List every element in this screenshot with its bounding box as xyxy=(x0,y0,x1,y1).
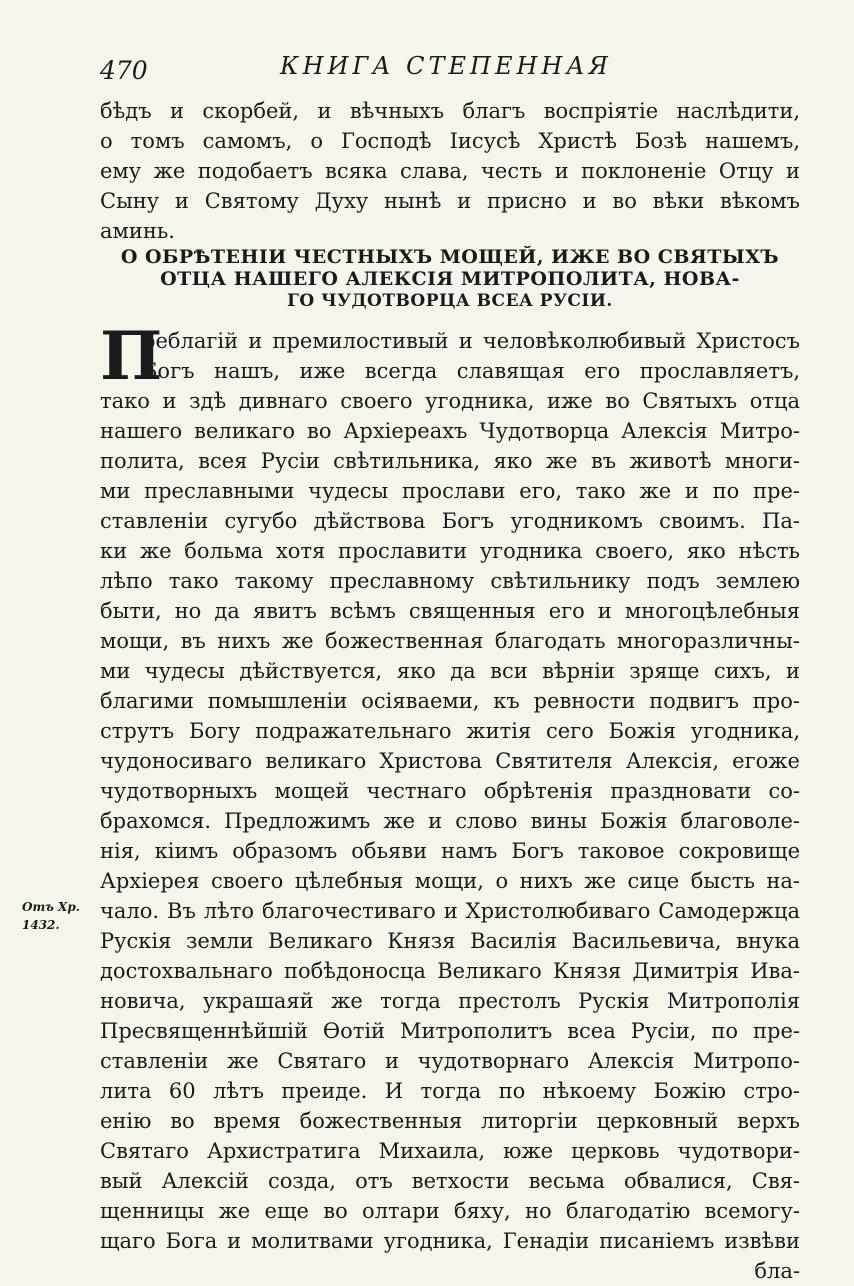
text-line: щенницы же еще во олтари бяху, но благодатію всемогу- xyxy=(100,1199,800,1223)
text-line: ставленіи сугубо дѣйствова Богъ угодникомъ своимъ. Па- xyxy=(100,509,800,533)
text-line: лита 60 лѣтъ преиде. И тогда по нѣкоему Божію стро- xyxy=(100,1079,800,1103)
text-line: нашего великаго во Архіереахъ Чудотворца Алексія Митро- xyxy=(100,419,800,443)
chapter-title-line: ГО ЧУДОТВОРЦА ВСЕА РУСІИ. xyxy=(287,291,613,311)
text-line: ми преславными чудесы прослави его, тако же и по пре- xyxy=(100,479,800,503)
text-line: Богъ нашъ, иже всегда славящая его прославляетъ, xyxy=(142,359,800,383)
text-line: брахомся. Предложимъ же и слово вины Божія благоволе- xyxy=(100,809,800,833)
text-line: быти, но да явитъ всѣмъ священныя его и многоцѣлебныя xyxy=(100,599,800,623)
text-line: новича, украшаяй же тогда престолъ Рускія Митрополія xyxy=(100,989,800,1013)
text-line: чудотворныхъ мощей честнаго обрѣтенія праздновати со- xyxy=(100,779,800,803)
text-line: реблагій и премилостивый и человѣколюбивый Христосъ xyxy=(142,329,800,353)
chapter-body xyxy=(100,317,800,1286)
text-line: ми чудесы дѣйствуется, яко да вси вѣрніи зряще сихъ, и xyxy=(100,659,800,683)
text-line: бѣдъ и скорбей, и вѣчныхъ благъ воспріятіе наслѣдити, xyxy=(100,99,800,123)
chapter-title-line: ОТЦА НАШЕГО АЛЕКСІЯ МИТРОПОЛИТА, НОВА- xyxy=(160,268,740,290)
text-line: мощи, въ нихъ же божественная благодать многоразличны- xyxy=(100,629,800,653)
opening-lines xyxy=(100,317,800,395)
text-line: енію во время божественныя литоргіи церковный верхъ xyxy=(100,1109,800,1133)
text-line: вый Алексій созда, отъ ветхости весьма обвалися, Свя- xyxy=(100,1169,800,1193)
text-line: Сыну и Святому Духу нынѣ и присно и во вѣки вѣкомъ xyxy=(100,189,800,213)
margin-note xyxy=(22,898,80,934)
page-number: 470 xyxy=(100,56,148,85)
chapter-title xyxy=(100,246,800,312)
chapter-title-line: О ОБРѢТЕНІИ ЧЕСТНЫХЪ МОЩЕЙ, ИЖЕ ВО СВЯТЫХЪ xyxy=(120,246,780,268)
page-text xyxy=(100,96,800,1286)
text-line: тако и здѣ дивнаго своего угодника, иже во Святыхъ отца xyxy=(100,389,800,413)
paragraph-continuation xyxy=(100,96,800,246)
text-line: Рускія земли Великаго Князя Василія Васильевича, внука xyxy=(100,929,800,953)
text-line: чудоносиваго великаго Христова Святителя Алексія, егоже xyxy=(100,749,800,773)
text-line: чало. Въ лѣто благочестиваго и Христолюбиваго Самодержца xyxy=(100,899,800,923)
text-line: благими помышленіи осіяваеми, къ ревности подвигъ про- xyxy=(100,689,800,713)
catchword: бла- xyxy=(754,1259,800,1283)
text-line: Архіерея своего цѣлебныя мощи, о нихъ же сице бысть на- xyxy=(100,869,800,893)
text-line: аминь. xyxy=(100,219,175,243)
margin-note-line: Отъ Хр. xyxy=(22,900,80,914)
text-line: лѣпо тако такому преславному свѣтильнику подъ землею xyxy=(100,569,800,593)
text-line: струтъ Богу подражательнаго житія сего Божія угодника, xyxy=(100,719,800,743)
text-line: ставленіи же Святаго и чудотворнаго Алексія Митропо- xyxy=(100,1049,800,1073)
text-line: о томъ самомъ, о Господѣ Іисусѣ Христѣ Бозѣ нашемъ, xyxy=(100,129,800,153)
text-line: полита, всея Русіи свѣтильника, яко же въ животѣ многи- xyxy=(100,449,800,473)
text-line: щаго Бога и молитвами угодника, Генадіи писаніемъ извѣви xyxy=(100,1229,800,1253)
text-line: Пресвященнѣйшій Ѳотій Митрополитъ всеа Русіи, по пре- xyxy=(100,1019,800,1043)
drop-cap: П xyxy=(100,317,163,395)
text-line: нія, кіимъ образомъ обьяви намъ Богъ таковое сокровище xyxy=(100,839,800,863)
text-line: Святаго Архистратига Михаила, юже церковь чудотвори- xyxy=(100,1139,800,1163)
text-line: ему же подобаетъ всяка слава, честь и поклоненіе Отцу и xyxy=(100,159,800,183)
text-line: достохвальнаго побѣдоносца Великаго Князя Димитрія Ива- xyxy=(100,959,800,983)
running-head: КНИГА СТЕПЕННАЯ xyxy=(280,52,612,80)
text-line: ки же больма хотя прославити угодника своего, яко нѣсть xyxy=(100,539,800,563)
margin-note-line: 1432. xyxy=(22,918,60,932)
